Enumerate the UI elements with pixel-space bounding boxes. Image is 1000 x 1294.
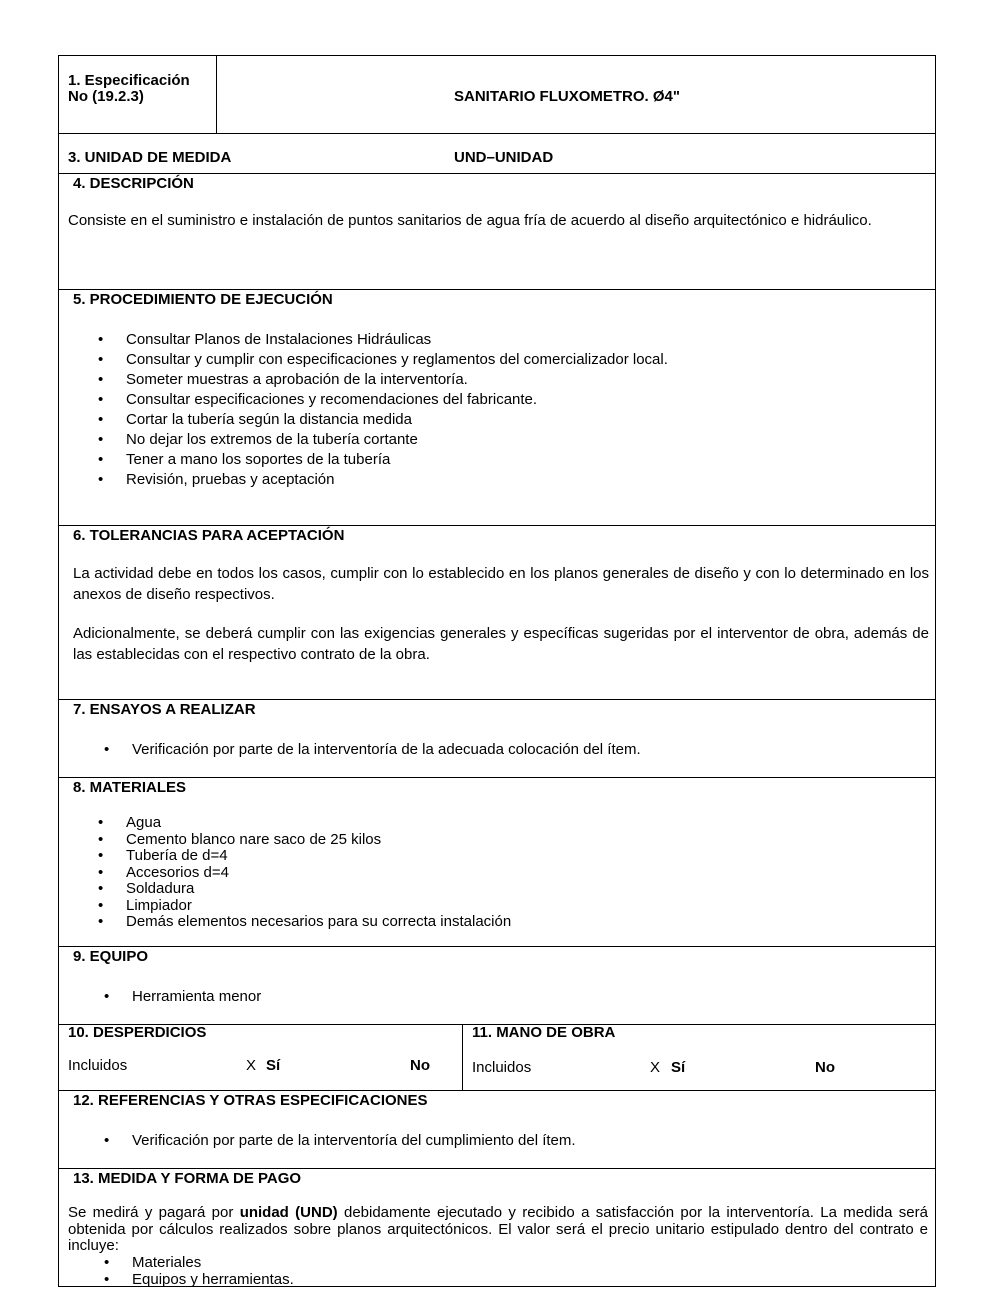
waste-cell xyxy=(59,1025,463,1090)
list-item: • Tener a mano los soportes de la tubería xyxy=(126,450,916,470)
payment-title: 13. MEDIDA Y FORMA DE PAGO xyxy=(73,1170,302,1187)
payment-unit-term: unidad (UND) xyxy=(239,1204,338,1221)
list-item: • Herramienta menor xyxy=(132,987,922,1007)
materials-list xyxy=(126,815,916,931)
list-item: • Revisión, pruebas y aceptación xyxy=(126,470,916,490)
waste-check-mark: X xyxy=(246,1057,257,1074)
tests-title: 7. ENSAYOS A REALIZAR xyxy=(73,701,256,718)
equipment-list xyxy=(132,987,922,1007)
waste-label: Incluidos xyxy=(68,1057,128,1074)
list-item: • Agua xyxy=(126,815,916,832)
list-item: • Consultar Planos de Instalaciones Hidráulicas xyxy=(126,330,916,350)
references-list xyxy=(132,1131,922,1151)
list-item: • Materiales xyxy=(132,1255,922,1272)
tests-section xyxy=(59,699,935,777)
list-item: • Demás elementos necesarios para su correcta instalación xyxy=(126,914,916,931)
list-item: • Cemento blanco nare saco de 25 kilos xyxy=(126,832,916,849)
materials-title: 8. MATERIALES xyxy=(73,779,187,796)
labor-yes-option: Sí xyxy=(671,1059,686,1076)
labor-no-option: No xyxy=(815,1059,835,1076)
tolerances-section xyxy=(59,525,935,699)
spec-title: SANITARIO FLUXOMETRO. Ø4" xyxy=(454,88,681,105)
unit-row xyxy=(59,133,935,173)
list-item: • Accesorios d=4 xyxy=(126,865,916,882)
procedure-title: 5. PROCEDIMIENTO DE EJECUCIÓN xyxy=(73,291,333,308)
equipment-section xyxy=(59,946,935,1024)
list-item: • Equipos y herramientas. xyxy=(132,1272,922,1289)
list-item: • Soldadura xyxy=(126,881,916,898)
list-item: • Limpiador xyxy=(126,898,916,915)
waste-title: 10. DESPERDICIOS xyxy=(68,1024,207,1041)
payment-section xyxy=(59,1168,935,1286)
references-section xyxy=(59,1090,935,1168)
labor-check-mark: X xyxy=(650,1059,661,1076)
spec-number-label: 1. Especificación xyxy=(68,72,190,89)
list-item: • No dejar los extremos de la tubería cortante xyxy=(126,430,916,450)
spec-number-value: No (19.2.3) xyxy=(68,88,144,105)
unit-value: UND–UNIDAD xyxy=(454,149,554,166)
references-title: 12. REFERENCIAS Y OTRAS ESPECIFICACIONES xyxy=(73,1092,428,1109)
payment-text-end: debidamente ejecutado y recibido a satisfacción por la interventoría. La medida será obtenida por cálculos realizados sobre planos arquitectónicos. El valor será el precio unitario estipulado dentro del contrato e incluye: xyxy=(68,1204,928,1254)
header-row xyxy=(59,56,935,133)
waste-no-option: No xyxy=(410,1057,430,1074)
labor-cell xyxy=(463,1025,937,1090)
unit-label: 3. UNIDAD DE MEDIDA xyxy=(68,149,232,166)
spec-number-cell xyxy=(59,56,217,133)
procedure-list xyxy=(126,330,916,490)
specification-sheet xyxy=(58,55,936,1287)
tolerances-paragraph-2: Adicionalmente, se deberá cumplir con las exigencias generales y específicas sugeridas por el interventor de obra, además de las establecidas con el respectivo contrato de la obra. xyxy=(73,625,929,663)
description-title: 4. DESCRIPCIÓN xyxy=(73,175,194,192)
description-section xyxy=(59,173,935,289)
tolerances-paragraph-1: La actividad debe en todos los casos, cumplir con lo establecido en los planos generales de diseño y con lo determinado en los anexos de diseño respectivos. xyxy=(73,565,929,603)
equipment-title: 9. EQUIPO xyxy=(73,948,149,965)
list-item: • Consultar especificaciones y recomendaciones del fabricante. xyxy=(126,390,916,410)
list-item: • Verificación por parte de la interventoría del cumplimiento del ítem. xyxy=(132,1131,922,1151)
payment-list xyxy=(132,1255,922,1288)
payment-text xyxy=(68,1205,928,1255)
materials-section xyxy=(59,777,935,946)
waste-yes-option: Sí xyxy=(266,1057,281,1074)
description-text: Consiste en el suministro e instalación de puntos sanitarios de agua fría de acuerdo al diseño arquitectónico e hidráulico. xyxy=(68,212,872,229)
procedure-section xyxy=(59,289,935,525)
tests-list xyxy=(132,740,922,760)
waste-labor-row xyxy=(59,1024,935,1090)
payment-text-start: Se medirá y pagará por xyxy=(68,1204,240,1221)
list-item: • Tubería de d=4 xyxy=(126,848,916,865)
labor-title: 11. MANO DE OBRA xyxy=(472,1024,616,1041)
tolerances-title: 6. TOLERANCIAS PARA ACEPTACIÓN xyxy=(73,527,345,544)
list-item: • Someter muestras a aprobación de la interventoría. xyxy=(126,370,916,390)
list-item: • Cortar la tubería según la distancia medida xyxy=(126,410,916,430)
list-item: • Consultar y cumplir con especificaciones y reglamentos del comercializador local. xyxy=(126,350,916,370)
list-item: • Verificación por parte de la interventoría de la adecuada colocación del ítem. xyxy=(132,740,922,760)
labor-label: Incluidos xyxy=(472,1059,532,1076)
